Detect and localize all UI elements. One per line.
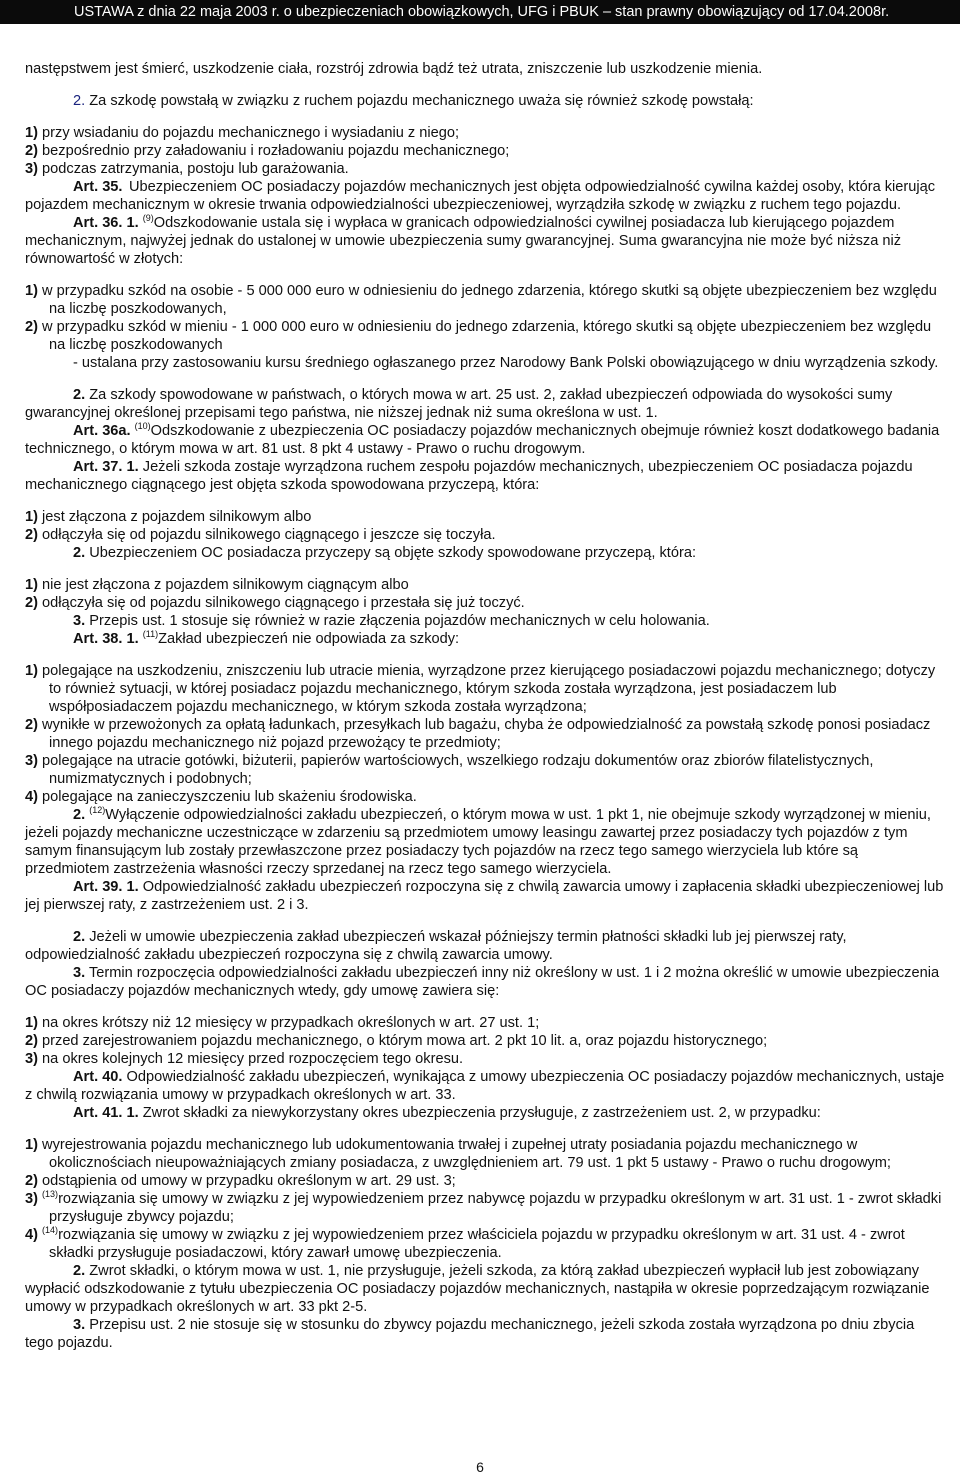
list-item: 3) polegające na utracie gotówki, biżuterii, papierów wartościowych, wszelkiego rodzaju dokumentów oraz zbiorów filatelistycznych, numizmatycznych i podobnych; <box>25 753 874 787</box>
list-item: 2) wynikłe w przewożonych za opłatą ładunkach, przesyłkach lub bagażu, chyba że odpowiedzialność za powstałą szkodę ponosi posiadacz innego pojazdu mechanicznego niż pojazd przewożący te przedmioty; <box>25 717 931 751</box>
list-item: 1) nie jest złączona z pojazdem silnikowym ciągnącym albo <box>25 577 409 593</box>
list-item: 4) polegające na zanieczyszczeniu lub skażeniu środowiska. <box>25 789 417 805</box>
paragraph: 2. Ubezpieczeniem OC posiadacza przyczepy są objęte szkody spowodowane przyczepą, która: <box>73 545 696 561</box>
article: Art. 39. 1. Odpowiedzialność zakładu ubezpieczeń rozpoczyna się z chwilą zawarcia umowy i zapłacenia składki ubezpieczeniowej lub jej pierwszej raty, z zastrzeżeniem ust. 2 i 3. <box>25 879 944 913</box>
list-item: 1) przy wsiadaniu do pojazdu mechanicznego i wysiadaniu z niego; <box>25 125 460 141</box>
article: Art. 41. 1. Zwrot składki za niewykorzystany okres ubezpieczenia przysługuje, z zastrzeżeniem ust. 2, w przypadku: <box>73 1105 821 1121</box>
document-header: USTAWA z dnia 22 maja 2003 r. o ubezpieczeniach obowiązkowych, UFG i PBUK – stan prawny obowiązujący od 17.04.2008r. <box>0 0 960 24</box>
article: Art. 37. 1. Jeżeli szkoda zostaje wyrządzona ruchem zespołu pojazdów mechanicznych, ubezpieczeniem OC posiadacza pojazdu mechanicznego ciągnącego jest objęta szkoda spowodowana przyczepą, która: <box>25 459 913 493</box>
paragraph: 2. Za szkodę powstałą w związku z ruchem pojazdu mechanicznego uważa się również szkodę powstałą: <box>73 93 754 109</box>
list-item: 2) przed zarejestrowaniem pojazdu mechanicznego, o którym mowa art. 2 pkt 10 lit. a, oraz pojazdu historycznego; <box>25 1033 768 1049</box>
list-item: 3) na okres kolejnych 12 miesięcy przed rozpoczęciem tego okresu. <box>25 1051 464 1067</box>
paragraph: następstwem jest śmierć, uszkodzenie ciała, rozstrój zdrowia bądź też utrata, zniszczenie lub uszkodzenie mienia. <box>25 61 763 77</box>
paragraph: 2. Za szkody spowodowane w państwach, o których mowa w art. 25 ust. 2, zakład ubezpieczeń odpowiada do wysokości sumy gwarancyjnej określonej przepisami tego państwa, nie niższej jednak niż suma określona w ust. 1. <box>25 387 893 421</box>
paragraph: - ustalana przy zastosowaniu kursu średniego ogłaszanego przez Narodowy Bank Polski obowiązującego w dniu wyrządzenia szkody. <box>73 355 939 371</box>
paragraph: 2. $^{(12)}$Wyłączenie odpowiedzialności zakładu ubezpieczeń, o którym mowa w ust. 1 pkt 1, nie obejmuje szkody wyrządzonej w mieniu, jeżeli pojazdy mechaniczne uczestniczące w zdarzeniu są przedmiotem umowy leasingu zawartej przez posiadaczy tych pojazdów z tym samym finansującym lub zostały przewłaszczone przez posiadaczy tych pojazdów na rzecz tego samego wierzyciela lub które są przedmiotem zastrzeżenia własności rzeczy sprzedanej na rzecz tego samego wierzyciela. <box>25 805 931 877</box>
document-body <box>25 60 945 1352</box>
article: Art. 36a. $^{(10)}$Odszkodowanie z ubezpieczenia OC posiadaczy pojazdów mechanicznych obejmuje również koszt dodatkowego badania technicznego, o którym mowa w art. 81 ust. 8 pkt 4 ustawy - Prawo o ruchu drogowym. <box>25 421 940 457</box>
list-item: 2) odstąpienia od umowy w przypadku określonym w art. 29 ust. 3; <box>25 1173 456 1189</box>
list-item: 3) $^{(13)}$rozwiązania się umowy w związku z jej wypowiedzeniem przez nabywcę pojazdu w przypadku określonym w art. 31 ust. 1 - zwrot składki przysługuje zbywcy pojazdu; <box>25 1189 942 1225</box>
list-item: 1) na okres krótszy niż 12 miesięcy w przypadkach określonych w art. 27 ust. 1; <box>25 1015 540 1031</box>
list-item: 1) w przypadku szkód na osobie - 5 000 000 euro w odniesieniu do jednego zdarzenia, którego skutki są objęte ubezpieczeniem bez względu na liczbę poszkodowanych, <box>25 283 937 317</box>
list-item: 2) bezpośrednio przy załadowaniu i rozładowaniu pojazdu mechanicznego; <box>25 143 510 159</box>
article: Art. 36. 1. $^{(9)}$Odszkodowanie ustala się i wypłaca w granicach odpowiedzialności cywilnej posiadacza lub kierującego pojazdem mechanicznym, najwyżej jednak do ustalonej w umowie ubezpieczenia sumy gwarancyjnej. Suma gwarancyjna nie może być niższa niż równowartość w złotych: <box>25 213 902 267</box>
list-item: 1) polegające na uszkodzeniu, zniszczeniu lub utracie mienia, wyrządzone przez kierującego posiadaczowi pojazdu mechanicznego; dotyczy to również sytuacji, w której posiadacz pojazdu mechanicznego, którym szkoda została wyrządzona, jest posiadaczem lub współposiadaczem pojazdu mechanicznego, w którym szkoda została wyrządzona; <box>25 663 936 715</box>
list-item: 1) jest złączona z pojazdem silnikowym albo <box>25 509 312 525</box>
list-item: 3) podczas zatrzymania, postoju lub garażowania. <box>25 161 349 177</box>
article: Art. 35. <box>73 179 123 195</box>
paragraph: 2. Zwrot składki, o którym mowa w ust. 1, nie przysługuje, jeżeli szkoda, za którą zakład ubezpieczeń wypłacił lub jest zobowiązany wypłacić odszkodowanie z tytułu ubezpieczenia OC posiadaczy pojazdów mechanicznych, nastąpiła w okresie poprzedzającym rozwiązanie umowy w przypadkach określonych w art. 33 pkt 2-5. <box>25 1263 930 1315</box>
article: Art. 40. Odpowiedzialność zakładu ubezpieczeń, wynikająca z umowy ubezpieczenia OC posiadaczy pojazdów mechanicznych, ustaje z chwilą rozwiązania umowy w przypadkach określonych w art. 33. <box>25 1069 945 1103</box>
list-item: 1) wyrejestrowania pojazdu mechanicznego lub udokumentowania trwałej i zupełnej utraty posiadania pojazdu mechanicznego w okolicznościach nieupoważniających zmiany posiadacza, z uwzględnieniem art. 79 ust. 1 pkt 5 ustawy - Prawo o ruchu drogowym; <box>25 1137 891 1171</box>
list-item: 4) $^{(14)}$rozwiązania się umowy w związku z jej wypowiedzeniem przez właściciela pojazdu w przypadku określonym w art. 31 ust. 4 - zwrot składki przysługuje posiadaczowi, który zawarł umowę ubezpieczenia. <box>25 1225 905 1261</box>
list-item: 2) odłączyła się od pojazdu silnikowego ciągnącego i jeszcze się toczyła. <box>25 527 496 543</box>
paragraph: 3. Przepisu ust. 2 nie stosuje się w stosunku do zbywcy pojazdu mechanicznego, jeżeli szkoda została wyrządzona po dniu zbycia tego pojazdu. <box>25 1317 915 1351</box>
article-text: Ubezpieczeniem OC posiadaczy pojazdów mechanicznych jest objęta odpowiedzialność cywilna każdej osoby, która kierując pojazdem mechanicznym w okresie trwania odpowiedzialności ubezpieczeniowej, wyrządziła szkodę w związku z ruchem tego pojazdu. <box>25 179 936 213</box>
article: Art. 38. 1. $^{(11)}$Zakład ubezpieczeń nie odpowiada za szkody: <box>73 629 460 647</box>
paragraph: 3. Termin rozpoczęcia odpowiedzialności zakładu ubezpieczeń inny niż określony w ust. 1 i 2 można określić w umowie ubezpieczenia OC posiadaczy pojazdów mechanicznych wtedy, gdy umowę zawiera się: <box>25 965 940 999</box>
paragraph: 3. Przepis ust. 1 stosuje się również w razie złączenia pojazdów mechanicznych w celu holowania. <box>73 613 710 629</box>
paragraph: 2. Jeżeli w umowie ubezpieczenia zakład ubezpieczeń wskazał późniejszy termin płatności składki lub jej pierwszej raty, odpowiedzialność zakładu ubezpieczeń rozpoczyna się z chwilą zawarcia umowy. <box>25 929 847 963</box>
page-number: 6 <box>476 1459 484 1475</box>
list-item: 2) odłączyła się od pojazdu silnikowego ciągnącego i przestała się już toczyć. <box>25 595 525 611</box>
list-item: 2) w przypadku szkód w mieniu - 1 000 000 euro w odniesieniu do jednego zdarzenia, którego skutki są objęte ubezpieczeniem bez względu na liczbę poszkodowanych <box>25 319 932 353</box>
